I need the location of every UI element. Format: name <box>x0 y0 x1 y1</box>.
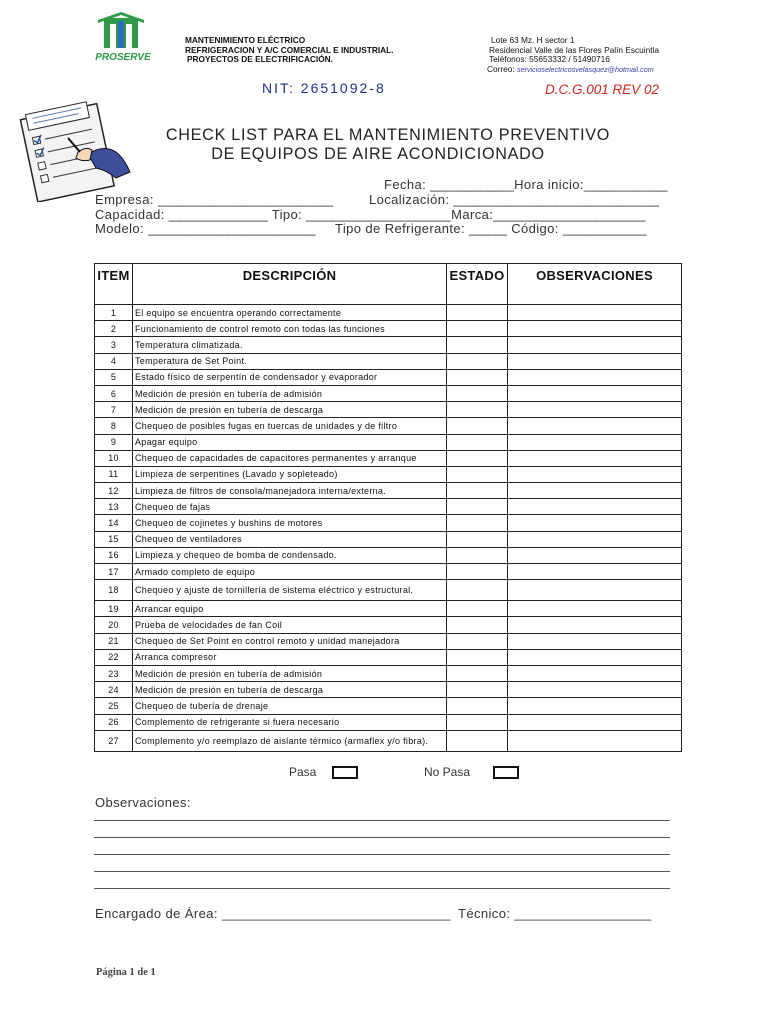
item-number: 19 <box>95 601 133 617</box>
observaciones-cell[interactable] <box>508 665 682 681</box>
item-number: 8 <box>95 418 133 434</box>
document-code: D.C.G.001 REV 02 <box>545 82 660 97</box>
table-row <box>95 337 682 353</box>
table-row <box>95 305 682 321</box>
table-row <box>95 499 682 515</box>
empresa-field[interactable]: Empresa: _______________________ <box>95 192 334 207</box>
item-number: 24 <box>95 682 133 698</box>
estado-cell[interactable] <box>447 547 508 563</box>
item-number: 2 <box>95 321 133 337</box>
observation-line[interactable] <box>94 820 670 821</box>
address-info <box>487 36 659 74</box>
modelo-field[interactable]: Modelo: ______________________ <box>95 221 316 236</box>
address-line: Lote 63 Mz. H sector 1 <box>491 35 575 45</box>
item-number: 10 <box>95 450 133 466</box>
fecha-field[interactable]: Fecha: ___________Hora inicio:___________ <box>384 177 668 192</box>
table-row <box>95 665 682 681</box>
observaciones-cell[interactable] <box>508 499 682 515</box>
item-description: Chequeo de fajas <box>133 499 447 515</box>
logo-text: PROSERVE <box>95 52 151 63</box>
table-row <box>95 714 682 730</box>
observaciones-cell[interactable] <box>508 434 682 450</box>
item-number: 13 <box>95 499 133 515</box>
email-line <box>487 65 659 75</box>
nit-number: NIT: 2651092-8 <box>262 80 386 96</box>
estado-cell[interactable] <box>447 434 508 450</box>
table-row <box>95 580 682 601</box>
observaciones-cell[interactable] <box>508 515 682 531</box>
item-number: 17 <box>95 564 133 580</box>
table-row <box>95 483 682 499</box>
company-line: MANTENIMIENTO ELÉCTRICO <box>185 35 306 45</box>
item-description: Apagar equipo <box>133 434 447 450</box>
item-number: 26 <box>95 714 133 730</box>
item-description: El equipo se encuentra operando correctamente <box>133 305 447 321</box>
item-number: 22 <box>95 649 133 665</box>
table-row <box>95 682 682 698</box>
observaciones-cell[interactable] <box>508 402 682 418</box>
observaciones-cell[interactable] <box>508 580 682 601</box>
observaciones-cell[interactable] <box>508 369 682 385</box>
item-number: 20 <box>95 617 133 633</box>
table-row <box>95 353 682 369</box>
table-row <box>95 321 682 337</box>
observaciones-cell[interactable] <box>508 564 682 580</box>
item-number: 1 <box>95 305 133 321</box>
estado-cell[interactable] <box>447 682 508 698</box>
estado-cell[interactable] <box>447 321 508 337</box>
estado-cell[interactable] <box>447 601 508 617</box>
address-line: Residencial Valle de las Flores Palín Escuintla <box>489 44 660 55</box>
observaciones-cell[interactable] <box>508 633 682 649</box>
item-description: Medición de presión en tubería de admisión <box>133 385 447 401</box>
table-row <box>95 466 682 482</box>
table-row <box>95 649 682 665</box>
logo-building-icon <box>88 12 158 64</box>
item-number: 15 <box>95 531 133 547</box>
observation-line[interactable] <box>94 888 670 889</box>
estado-cell[interactable] <box>447 466 508 482</box>
item-number: 21 <box>95 633 133 649</box>
item-description: Temperatura climatizada. <box>133 337 447 353</box>
item-description: Prueba de velocidades de fan Coil <box>133 617 447 633</box>
proserve-logo <box>88 12 158 64</box>
item-description: Armado completo de equipo <box>133 564 447 580</box>
item-description: Medición de presión en tubería de descarga <box>133 682 447 698</box>
title-line-2: DE EQUIPOS DE AIRE ACONDICIONADO <box>211 145 545 163</box>
observaciones-cell[interactable] <box>508 698 682 714</box>
company-line: PROYECTOS DE ELECTRIFICACIÓN. <box>187 54 333 65</box>
email-value: servicioselectricosvelasquez@hotmail.com <box>516 64 654 74</box>
observaciones-cell[interactable] <box>508 649 682 665</box>
observaciones-cell[interactable] <box>508 305 682 321</box>
item-description: Chequeo de Set Point en control remoto y unidad manejadora <box>133 633 447 649</box>
item-number: 23 <box>95 665 133 681</box>
item-number: 3 <box>95 337 133 353</box>
observaciones-label: Observaciones: <box>95 795 191 810</box>
item-number: 6 <box>95 385 133 401</box>
estado-cell[interactable] <box>447 499 508 515</box>
estado-cell[interactable] <box>447 385 508 401</box>
estado-cell[interactable] <box>447 483 508 499</box>
observaciones-cell[interactable] <box>508 321 682 337</box>
table-row <box>95 531 682 547</box>
observaciones-cell[interactable] <box>508 714 682 730</box>
estado-cell[interactable] <box>447 353 508 369</box>
table-row <box>95 633 682 649</box>
observaciones-cell[interactable] <box>508 547 682 563</box>
item-description: Medición de presión en tubería de descarga <box>133 402 447 418</box>
item-number: 11 <box>95 466 133 482</box>
observation-line[interactable] <box>94 837 670 838</box>
header-descripcion: DESCRIPCIÓN <box>133 264 447 305</box>
item-number: 12 <box>95 483 133 499</box>
header-estado: ESTADO <box>447 264 508 305</box>
item-number: 25 <box>95 698 133 714</box>
estado-cell[interactable] <box>447 515 508 531</box>
estado-cell[interactable] <box>447 633 508 649</box>
item-description: Complemento de refrigerante si fuera necesario <box>133 714 447 730</box>
company-info <box>185 36 394 65</box>
address-line: Teléfonos: 55653332 / 51490716 <box>489 54 610 65</box>
estado-cell[interactable] <box>447 531 508 547</box>
item-description: Temperatura de Set Point. <box>133 353 447 369</box>
estado-cell[interactable] <box>447 564 508 580</box>
observaciones-cell[interactable] <box>508 337 682 353</box>
observaciones-cell[interactable] <box>508 483 682 499</box>
estado-cell[interactable] <box>447 698 508 714</box>
estado-cell[interactable] <box>447 580 508 601</box>
observaciones-cell[interactable] <box>508 418 682 434</box>
item-description: Arrancar equipo <box>133 601 447 617</box>
observaciones-cell[interactable] <box>508 531 682 547</box>
tecnico-field[interactable]: Técnico: __________________ <box>458 906 652 921</box>
title-line-1: CHECK LIST PARA EL MANTENIMIENTO PREVENTIVO <box>165 126 611 144</box>
item-description: Chequeo de ventiladores <box>133 531 447 547</box>
estado-cell[interactable] <box>447 649 508 665</box>
item-description: Limpieza y chequeo de bomba de condensado. <box>133 547 447 563</box>
estado-cell[interactable] <box>447 714 508 730</box>
observaciones-cell[interactable] <box>508 385 682 401</box>
item-description: Chequeo y ajuste de tornillería de sistema eléctrico y estructural. <box>133 580 447 601</box>
estado-cell[interactable] <box>447 369 508 385</box>
estado-cell[interactable] <box>447 418 508 434</box>
estado-cell[interactable] <box>447 450 508 466</box>
observaciones-cell[interactable] <box>508 466 682 482</box>
item-number: 18 <box>95 580 133 601</box>
table-row <box>95 450 682 466</box>
estado-cell[interactable] <box>447 730 508 751</box>
table-row <box>95 418 682 434</box>
capacidad-tipo-marca-field[interactable]: Capacidad: _____________ Tipo: ___________________Marca:____________________ <box>95 207 646 222</box>
item-description: Chequeo de tubería de drenaje <box>133 698 447 714</box>
item-description: Limpieza de serpentines (Lavado y sopleteado) <box>133 466 447 482</box>
estado-cell[interactable] <box>447 665 508 681</box>
observaciones-cell[interactable] <box>508 617 682 633</box>
tipo-refrigerante-codigo-field[interactable]: Tipo de Refrigerante: _____ Código: ___________ <box>335 221 647 236</box>
item-description: Medición de presión en tubería de admisión <box>133 665 447 681</box>
item-number: 27 <box>95 730 133 751</box>
item-description: Funcionamiento de control remoto con todas las funciones <box>133 321 447 337</box>
item-description: Chequeo de posibles fugas en tuercas de unidades y de filtro <box>133 418 447 434</box>
table-row <box>95 601 682 617</box>
table-row <box>95 698 682 714</box>
item-number: 16 <box>95 547 133 563</box>
pass-label: Pasa <box>289 765 317 779</box>
table-header-row <box>95 264 682 305</box>
encargado-field[interactable]: Encargado de Área: ______________________________ <box>95 906 451 921</box>
estado-cell[interactable] <box>447 617 508 633</box>
item-number: 4 <box>95 353 133 369</box>
no-pass-label: No Pasa <box>424 765 471 779</box>
table-row <box>95 564 682 580</box>
item-description: Chequeo de cojinetes y bushins de motores <box>133 515 447 531</box>
table-row <box>95 730 682 751</box>
item-description: Limpieza de filtros de consola/manejadora interna/externa. <box>133 483 447 499</box>
header-observaciones: OBSERVACIONES <box>508 264 682 305</box>
header-item: ITEM <box>95 264 133 305</box>
document-title <box>0 126 768 164</box>
email-label: Correo: <box>487 63 517 74</box>
item-description: Arranca compresor <box>133 649 447 665</box>
observaciones-cell[interactable] <box>508 730 682 751</box>
observaciones-cell[interactable] <box>508 682 682 698</box>
table-row <box>95 547 682 563</box>
company-line: REFRIGERACION Y A/C COMERCIAL E INDUSTRIAL. <box>185 44 394 55</box>
table-row <box>95 515 682 531</box>
item-number: 14 <box>95 515 133 531</box>
localizacion-field[interactable]: Localización: ___________________________ <box>369 192 660 207</box>
table-row <box>95 369 682 385</box>
item-number: 7 <box>95 402 133 418</box>
observaciones-cell[interactable] <box>508 450 682 466</box>
item-number: 5 <box>95 369 133 385</box>
table-row <box>95 402 682 418</box>
no-pass-checkbox[interactable] <box>493 766 519 779</box>
checklist-table <box>94 263 682 752</box>
table-row <box>95 434 682 450</box>
pass-checkbox[interactable] <box>332 766 358 779</box>
observation-line[interactable] <box>94 854 670 855</box>
observaciones-cell[interactable] <box>508 353 682 369</box>
item-description: Estado físico de serpentín de condensador y evaporador <box>133 369 447 385</box>
estado-cell[interactable] <box>447 305 508 321</box>
item-description: Chequeo de capacidades de capacitores permanentes y arranque <box>133 450 447 466</box>
observaciones-cell[interactable] <box>508 601 682 617</box>
table-row <box>95 617 682 633</box>
estado-cell[interactable] <box>447 337 508 353</box>
table-row <box>95 385 682 401</box>
observation-line[interactable] <box>94 871 670 872</box>
page-number: Página 1 de 1 <box>96 967 156 978</box>
estado-cell[interactable] <box>447 402 508 418</box>
item-number: 9 <box>95 434 133 450</box>
item-description: Complemento y/o reemplazo de aislante térmico (armaflex y/o fibra). <box>133 730 447 751</box>
